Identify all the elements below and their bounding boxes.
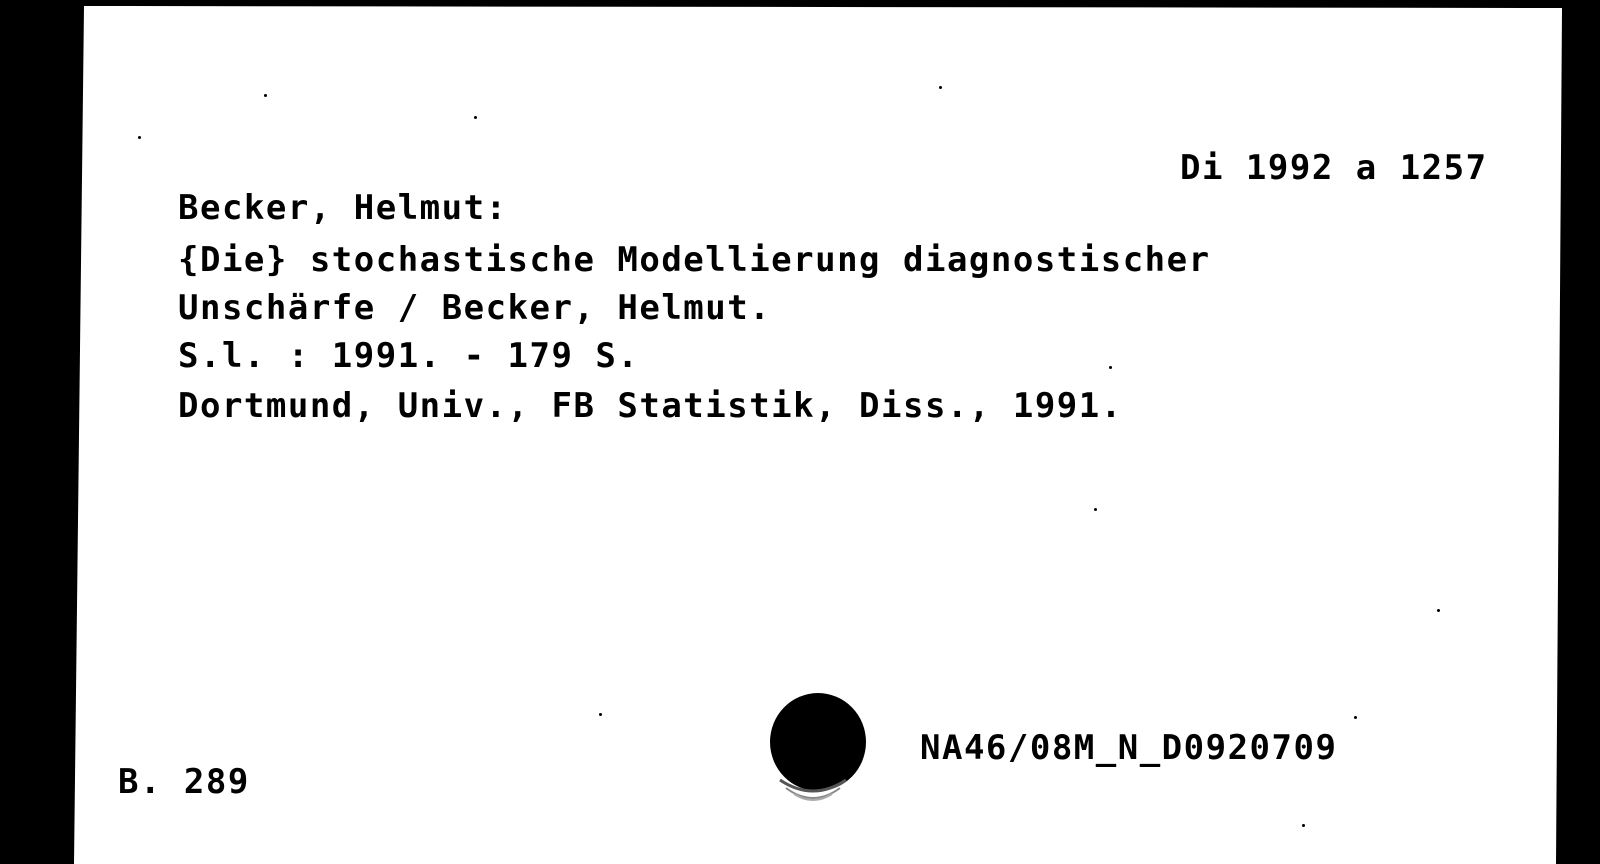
thesis-note: Dortmund, Univ., FB Statistik, Diss., 1991. — [178, 386, 1123, 426]
dust-speck — [264, 94, 267, 97]
dust-speck — [1354, 716, 1357, 719]
title-line-2: Unschärfe / Becker, Helmut. — [178, 288, 772, 328]
dust-speck — [1094, 508, 1097, 511]
shelfmark: Di 1992 a 1257 — [1180, 148, 1488, 188]
imprint-line: S.l. : 1991. - 179 S. — [178, 336, 640, 376]
dust-speck — [138, 136, 141, 139]
title-line-1: {Die} stochastische Modellierung diagnostischer — [178, 240, 1211, 280]
dust-speck — [1109, 366, 1112, 369]
author-heading: Becker, Helmut: — [178, 188, 508, 228]
dust-speck — [599, 713, 602, 716]
volume-number: B. 289 — [118, 762, 250, 802]
dust-speck — [1437, 609, 1440, 612]
dust-speck — [939, 86, 942, 89]
punch-hole-smudge — [776, 772, 850, 808]
dust-speck — [1302, 824, 1305, 827]
dust-speck — [474, 116, 477, 119]
film-code: NA46/08M_N_D0920709 — [920, 728, 1338, 768]
